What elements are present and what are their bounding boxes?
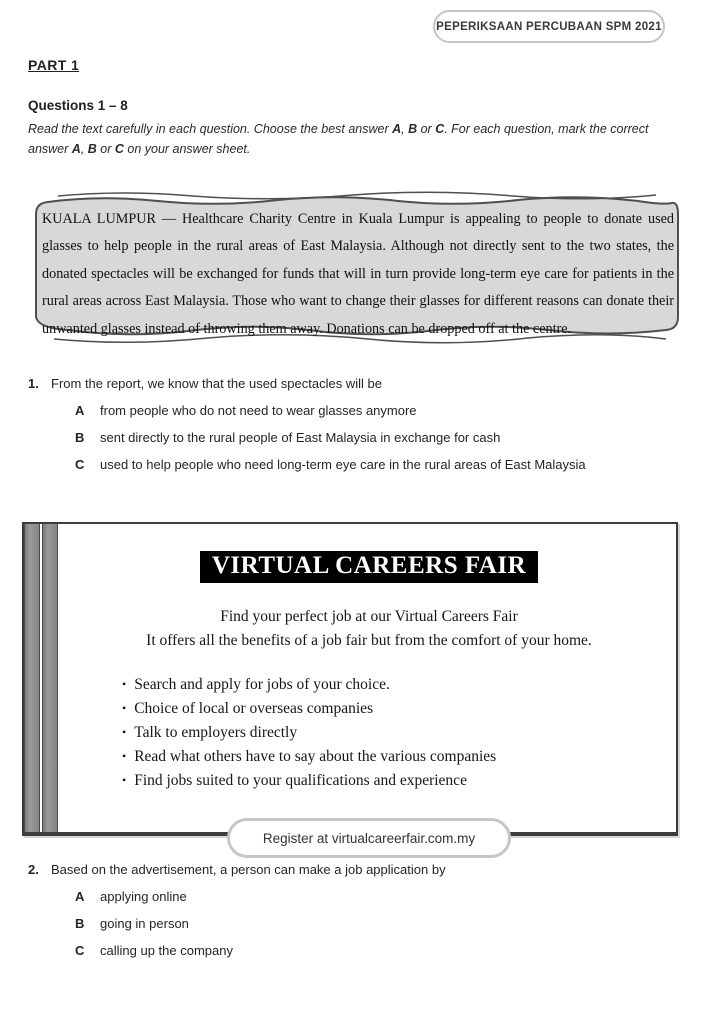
question-line — [28, 375, 698, 393]
question-1 — [28, 375, 698, 483]
option-letter: B — [75, 430, 85, 445]
option-letter: C — [75, 943, 85, 958]
option-letter: B — [75, 916, 85, 931]
option-text: used to help people who need long-term eye care in the rural areas of East Malaysia — [100, 457, 586, 472]
binding-bar-icon — [24, 524, 40, 832]
ad-tagline-1: Find your perfect job at our Virtual Careers Fair — [220, 608, 518, 625]
option-row-a — [28, 888, 698, 906]
option-row-a — [28, 402, 698, 420]
bullet-item: • Read what others have to say about the various companies — [122, 745, 674, 769]
option-row-c — [28, 456, 698, 474]
question-text: Based on the advertisement, a person can make a job application by — [51, 862, 446, 877]
option-text: from people who do not need to wear glasses anymore — [100, 403, 417, 418]
instructions-text: Read the text carefully in each question. Choose the best answer A, B or C. For each question, mark the correct answer A, B or C on your answer sheet. — [28, 122, 649, 156]
binding-bars-icon — [24, 524, 62, 832]
binding-bar-icon — [42, 524, 58, 832]
option-letter: A — [75, 889, 85, 904]
option-row-c — [28, 942, 698, 960]
question-number: 2. — [28, 862, 39, 877]
ad-title: VIRTUAL CAREERS FAIR — [200, 551, 538, 583]
bullet-item: • Search and apply for jobs of your choice. — [122, 673, 674, 697]
clipping-text: KUALA LUMPUR — Healthcare Charity Centre in Kuala Lumpur is appealing to people to donate used glasses to help people in the rural areas of East Malaysia. Although not directly sent to the two states, the donated spectacles will be exchanged for funds that will in turn provide long-term eye care for patients in the rural areas across East Malaysia. Those who want to change their glasses for different reasons can donate their unwanted glasses instead of throwing them away. Donations can be dropped off at the centre. — [42, 211, 674, 337]
careers-fair-ad — [22, 522, 678, 846]
bullet-item: • Choice of local or overseas companies — [122, 697, 674, 721]
register-button[interactable]: Register at virtualcareerfair.com.my — [227, 818, 511, 858]
option-row-b — [28, 915, 698, 933]
question-2 — [28, 861, 698, 969]
ad-tagline-2: It offers all the benefits of a job fair but from the comfort of your home. — [146, 632, 592, 649]
questions-range-heading: Questions 1 – 8 — [28, 98, 128, 113]
exam-badge — [433, 10, 665, 43]
option-letter: A — [75, 403, 85, 418]
part-1-heading: PART 1 — [28, 57, 80, 73]
question-line — [28, 861, 698, 879]
question-number: 1. — [28, 376, 39, 391]
exam-badge-label: PEPERIKSAAN PERCUBAAN SPM 2021 — [436, 20, 662, 33]
option-text: calling up the company — [100, 943, 233, 958]
option-letter: C — [75, 457, 85, 472]
option-text: going in person — [100, 916, 189, 931]
option-text: sent directly to the rural people of East Malaysia in exchange for cash — [100, 430, 501, 445]
option-row-b — [28, 429, 698, 447]
ad-content — [64, 524, 674, 846]
bullet-item: • Find jobs suited to your qualifications and experience — [122, 769, 674, 793]
bullet-item: • Talk to employers directly — [122, 721, 674, 745]
option-text: applying online — [100, 889, 187, 904]
question-text: From the report, we know that the used spectacles will be — [51, 376, 382, 391]
ad-bullet-list — [122, 673, 674, 793]
news-clipping — [28, 190, 686, 348]
